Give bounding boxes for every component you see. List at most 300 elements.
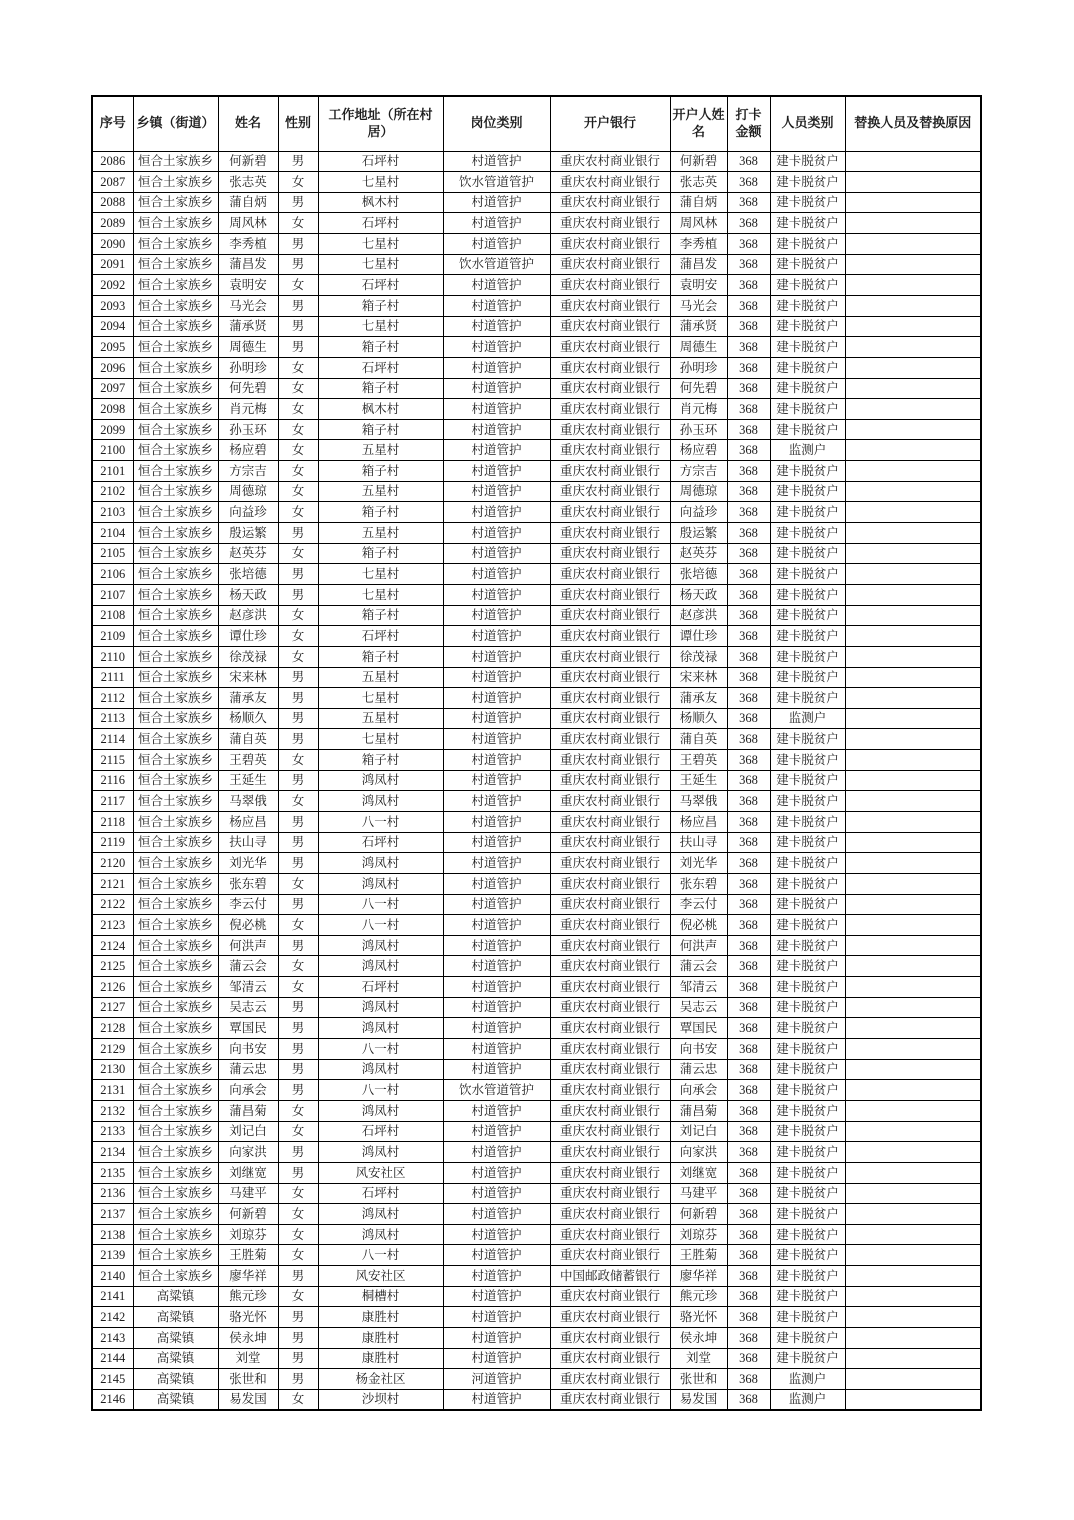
cell-bank: 重庆农村商业银行 xyxy=(550,873,670,894)
cell-village: 鸿凤村 xyxy=(318,1142,443,1163)
cell-category: 建卡脱贫户 xyxy=(770,192,845,213)
cell-village: 康胜村 xyxy=(318,1328,443,1349)
cell-township: 恒合土家族乡 xyxy=(133,894,218,915)
cell-gender: 男 xyxy=(278,688,318,709)
cell-job: 村道管护 xyxy=(443,750,550,771)
cell-gender: 女 xyxy=(278,275,318,296)
cell-bank: 重庆农村商业银行 xyxy=(550,1142,670,1163)
cell-bank: 重庆农村商业银行 xyxy=(550,853,670,874)
cell-amount: 368 xyxy=(727,1100,770,1121)
cell-job: 村道管护 xyxy=(443,481,550,502)
table-row xyxy=(92,956,981,977)
cell-account: 赵彦洪 xyxy=(670,605,727,626)
cell-account: 邹清云 xyxy=(670,977,727,998)
cell-job: 村道管护 xyxy=(443,708,550,729)
cell-gender: 男 xyxy=(278,832,318,853)
cell-serial: 2143 xyxy=(92,1328,133,1349)
cell-name: 向家洪 xyxy=(218,1142,278,1163)
cell-category: 建卡脱贫户 xyxy=(770,151,845,172)
table-row xyxy=(92,316,981,337)
cell-township: 恒合土家族乡 xyxy=(133,770,218,791)
cell-village: 八一村 xyxy=(318,812,443,833)
cell-amount: 368 xyxy=(727,316,770,337)
cell-serial: 2092 xyxy=(92,275,133,296)
cell-serial: 2123 xyxy=(92,915,133,936)
cell-gender: 男 xyxy=(278,1059,318,1080)
cell-bank: 重庆农村商业银行 xyxy=(550,523,670,544)
cell-serial: 2102 xyxy=(92,481,133,502)
cell-name: 刘光华 xyxy=(218,853,278,874)
cell-village: 鸿凤村 xyxy=(318,1059,443,1080)
cell-replace xyxy=(845,770,981,791)
cell-amount: 368 xyxy=(727,213,770,234)
cell-name: 张东碧 xyxy=(218,873,278,894)
cell-amount: 368 xyxy=(727,1328,770,1349)
cell-category: 建卡脱贫户 xyxy=(770,1121,845,1142)
cell-village: 杨金社区 xyxy=(318,1369,443,1390)
cell-amount: 368 xyxy=(727,1121,770,1142)
cell-township: 恒合土家族乡 xyxy=(133,812,218,833)
cell-serial: 2133 xyxy=(92,1121,133,1142)
cell-bank: 重庆农村商业银行 xyxy=(550,1204,670,1225)
cell-job: 村道管护 xyxy=(443,275,550,296)
cell-township: 恒合土家族乡 xyxy=(133,357,218,378)
cell-township: 恒合土家族乡 xyxy=(133,977,218,998)
cell-township: 恒合土家族乡 xyxy=(133,729,218,750)
cell-township: 恒合土家族乡 xyxy=(133,275,218,296)
cell-bank: 重庆农村商业银行 xyxy=(550,915,670,936)
cell-amount: 368 xyxy=(727,894,770,915)
column-header-amount: 打卡金额 xyxy=(727,96,770,151)
cell-amount: 368 xyxy=(727,1286,770,1307)
cell-job: 村道管护 xyxy=(443,997,550,1018)
cell-village: 五星村 xyxy=(318,708,443,729)
cell-gender: 男 xyxy=(278,1039,318,1060)
cell-serial: 2126 xyxy=(92,977,133,998)
cell-account: 杨天政 xyxy=(670,584,727,605)
cell-township: 恒合土家族乡 xyxy=(133,1121,218,1142)
cell-village: 五星村 xyxy=(318,481,443,502)
cell-bank: 重庆农村商业银行 xyxy=(550,461,670,482)
cell-account: 李秀植 xyxy=(670,234,727,255)
cell-gender: 女 xyxy=(278,605,318,626)
cell-name: 马建平 xyxy=(218,1183,278,1204)
cell-township: 恒合土家族乡 xyxy=(133,1080,218,1101)
cell-category: 建卡脱贫户 xyxy=(770,626,845,647)
cell-village: 七星村 xyxy=(318,234,443,255)
table-row xyxy=(92,357,981,378)
cell-category: 建卡脱贫户 xyxy=(770,646,845,667)
cell-village: 七星村 xyxy=(318,584,443,605)
cell-replace xyxy=(845,275,981,296)
cell-township: 恒合土家族乡 xyxy=(133,646,218,667)
table-row xyxy=(92,626,981,647)
cell-job: 村道管护 xyxy=(443,584,550,605)
cell-village: 鸿凤村 xyxy=(318,853,443,874)
cell-name: 向书安 xyxy=(218,1039,278,1060)
cell-amount: 368 xyxy=(727,543,770,564)
cell-account: 覃国民 xyxy=(670,1018,727,1039)
cell-name: 刘继宽 xyxy=(218,1162,278,1183)
cell-category: 建卡脱贫户 xyxy=(770,1018,845,1039)
cell-replace xyxy=(845,1121,981,1142)
cell-village: 鸿凤村 xyxy=(318,1224,443,1245)
cell-replace xyxy=(845,935,981,956)
cell-category: 建卡脱贫户 xyxy=(770,729,845,750)
cell-job: 村道管护 xyxy=(443,234,550,255)
cell-category: 建卡脱贫户 xyxy=(770,605,845,626)
cell-serial: 2141 xyxy=(92,1286,133,1307)
cell-serial: 2120 xyxy=(92,853,133,874)
cell-village: 箱子村 xyxy=(318,646,443,667)
cell-serial: 2146 xyxy=(92,1389,133,1410)
cell-gender: 男 xyxy=(278,337,318,358)
cell-serial: 2094 xyxy=(92,316,133,337)
cell-serial: 2124 xyxy=(92,935,133,956)
cell-gender: 男 xyxy=(278,1328,318,1349)
cell-serial: 2121 xyxy=(92,873,133,894)
cell-job: 村道管护 xyxy=(443,894,550,915)
cell-replace xyxy=(845,502,981,523)
table-row xyxy=(92,378,981,399)
cell-category: 建卡脱贫户 xyxy=(770,688,845,709)
cell-bank: 重庆农村商业银行 xyxy=(550,605,670,626)
cell-amount: 368 xyxy=(727,523,770,544)
cell-name: 杨顺久 xyxy=(218,708,278,729)
cell-name: 蒲昌发 xyxy=(218,254,278,275)
cell-township: 恒合土家族乡 xyxy=(133,1142,218,1163)
cell-amount: 368 xyxy=(727,708,770,729)
cell-category: 建卡脱贫户 xyxy=(770,750,845,771)
cell-amount: 368 xyxy=(727,688,770,709)
cell-replace xyxy=(845,151,981,172)
cell-township: 恒合土家族乡 xyxy=(133,440,218,461)
cell-serial: 2099 xyxy=(92,419,133,440)
cell-bank: 重庆农村商业银行 xyxy=(550,832,670,853)
cell-village: 八一村 xyxy=(318,894,443,915)
cell-gender: 男 xyxy=(278,523,318,544)
cell-job: 村道管护 xyxy=(443,646,550,667)
cell-township: 高粱镇 xyxy=(133,1328,218,1349)
cell-category: 监测户 xyxy=(770,1389,845,1410)
table-row xyxy=(92,1307,981,1328)
cell-gender: 女 xyxy=(278,1183,318,1204)
cell-village: 五星村 xyxy=(318,667,443,688)
cell-name: 李云付 xyxy=(218,894,278,915)
cell-category: 建卡脱贫户 xyxy=(770,481,845,502)
cell-gender: 女 xyxy=(278,440,318,461)
cell-job: 村道管护 xyxy=(443,151,550,172)
cell-amount: 368 xyxy=(727,853,770,874)
cell-name: 何先碧 xyxy=(218,378,278,399)
cell-account: 方宗吉 xyxy=(670,461,727,482)
cell-bank: 重庆农村商业银行 xyxy=(550,234,670,255)
cell-township: 高粱镇 xyxy=(133,1307,218,1328)
cell-gender: 女 xyxy=(278,1245,318,1266)
cell-category: 建卡脱贫户 xyxy=(770,894,845,915)
cell-name: 赵彦洪 xyxy=(218,605,278,626)
cell-name: 熊元珍 xyxy=(218,1286,278,1307)
cell-serial: 2118 xyxy=(92,812,133,833)
cell-name: 蒲云会 xyxy=(218,956,278,977)
cell-account: 张培德 xyxy=(670,564,727,585)
cell-job: 村道管护 xyxy=(443,1162,550,1183)
cell-bank: 重庆农村商业银行 xyxy=(550,419,670,440)
cell-amount: 368 xyxy=(727,626,770,647)
cell-village: 八一村 xyxy=(318,1080,443,1101)
cell-serial: 2117 xyxy=(92,791,133,812)
cell-bank: 重庆农村商业银行 xyxy=(550,151,670,172)
cell-job: 村道管护 xyxy=(443,853,550,874)
cell-name: 侯永坤 xyxy=(218,1328,278,1349)
cell-account: 张世和 xyxy=(670,1369,727,1390)
cell-account: 刘继宽 xyxy=(670,1162,727,1183)
cell-village: 风安社区 xyxy=(318,1162,443,1183)
cell-category: 建卡脱贫户 xyxy=(770,1328,845,1349)
cell-name: 杨应碧 xyxy=(218,440,278,461)
table-row xyxy=(92,192,981,213)
cell-gender: 男 xyxy=(278,564,318,585)
cell-serial: 2142 xyxy=(92,1307,133,1328)
cell-category: 建卡脱贫户 xyxy=(770,1162,845,1183)
table-row xyxy=(92,1080,981,1101)
cell-township: 恒合土家族乡 xyxy=(133,481,218,502)
column-header-gender: 性别 xyxy=(278,96,318,151)
table-row xyxy=(92,1059,981,1080)
cell-amount: 368 xyxy=(727,832,770,853)
cell-serial: 2108 xyxy=(92,605,133,626)
cell-amount: 368 xyxy=(727,1059,770,1080)
cell-village: 七星村 xyxy=(318,729,443,750)
table-row xyxy=(92,1183,981,1204)
table-row xyxy=(92,419,981,440)
cell-account: 刘光华 xyxy=(670,853,727,874)
cell-township: 高粱镇 xyxy=(133,1348,218,1369)
cell-replace xyxy=(845,584,981,605)
cell-serial: 2129 xyxy=(92,1039,133,1060)
cell-amount: 368 xyxy=(727,461,770,482)
cell-bank: 重庆农村商业银行 xyxy=(550,1348,670,1369)
cell-bank: 重庆农村商业银行 xyxy=(550,935,670,956)
cell-replace xyxy=(845,708,981,729)
cell-job: 村道管护 xyxy=(443,977,550,998)
cell-category: 建卡脱贫户 xyxy=(770,461,845,482)
cell-replace xyxy=(845,853,981,874)
cell-township: 恒合土家族乡 xyxy=(133,523,218,544)
cell-category: 建卡脱贫户 xyxy=(770,853,845,874)
column-header-job: 岗位类别 xyxy=(443,96,550,151)
table-row xyxy=(92,667,981,688)
cell-bank: 重庆农村商业银行 xyxy=(550,1183,670,1204)
cell-amount: 368 xyxy=(727,1162,770,1183)
cell-bank: 重庆农村商业银行 xyxy=(550,1389,670,1410)
cell-job: 村道管护 xyxy=(443,667,550,688)
table-row xyxy=(92,646,981,667)
roster-table xyxy=(91,95,982,1411)
cell-serial: 2100 xyxy=(92,440,133,461)
cell-village: 八一村 xyxy=(318,1039,443,1060)
table-row xyxy=(92,543,981,564)
cell-amount: 368 xyxy=(727,646,770,667)
cell-township: 恒合土家族乡 xyxy=(133,234,218,255)
cell-category: 建卡脱贫户 xyxy=(770,1059,845,1080)
cell-category: 建卡脱贫户 xyxy=(770,935,845,956)
cell-gender: 男 xyxy=(278,1369,318,1390)
cell-village: 枫木村 xyxy=(318,399,443,420)
cell-job: 村道管护 xyxy=(443,832,550,853)
cell-name: 吴志云 xyxy=(218,997,278,1018)
cell-bank: 重庆农村商业银行 xyxy=(550,440,670,461)
cell-account: 杨顺久 xyxy=(670,708,727,729)
cell-account: 向益珍 xyxy=(670,502,727,523)
cell-bank: 重庆农村商业银行 xyxy=(550,646,670,667)
table-row xyxy=(92,399,981,420)
cell-serial: 2104 xyxy=(92,523,133,544)
cell-amount: 368 xyxy=(727,1389,770,1410)
table-row xyxy=(92,151,981,172)
cell-village: 鸿凤村 xyxy=(318,997,443,1018)
cell-job: 村道管护 xyxy=(443,935,550,956)
cell-job: 村道管护 xyxy=(443,213,550,234)
table-row xyxy=(92,832,981,853)
cell-amount: 368 xyxy=(727,234,770,255)
cell-job: 村道管护 xyxy=(443,812,550,833)
cell-name: 何新碧 xyxy=(218,151,278,172)
cell-account: 扶山寻 xyxy=(670,832,727,853)
cell-account: 孙玉环 xyxy=(670,419,727,440)
cell-replace xyxy=(845,461,981,482)
cell-serial: 2097 xyxy=(92,378,133,399)
cell-serial: 2125 xyxy=(92,956,133,977)
cell-bank: 重庆农村商业银行 xyxy=(550,213,670,234)
cell-job: 村道管护 xyxy=(443,378,550,399)
cell-job: 村道管护 xyxy=(443,1142,550,1163)
cell-gender: 男 xyxy=(278,316,318,337)
cell-bank: 重庆农村商业银行 xyxy=(550,1307,670,1328)
cell-account: 蒲自英 xyxy=(670,729,727,750)
cell-township: 恒合土家族乡 xyxy=(133,708,218,729)
cell-amount: 368 xyxy=(727,667,770,688)
cell-village: 石坪村 xyxy=(318,1121,443,1142)
cell-replace xyxy=(845,399,981,420)
cell-bank: 重庆农村商业银行 xyxy=(550,894,670,915)
cell-serial: 2089 xyxy=(92,213,133,234)
cell-category: 建卡脱贫户 xyxy=(770,419,845,440)
cell-gender: 女 xyxy=(278,1121,318,1142)
cell-replace xyxy=(845,523,981,544)
cell-replace xyxy=(845,1080,981,1101)
cell-gender: 女 xyxy=(278,750,318,771)
cell-category: 监测户 xyxy=(770,1369,845,1390)
cell-category: 监测户 xyxy=(770,440,845,461)
cell-bank: 重庆农村商业银行 xyxy=(550,1080,670,1101)
table-row xyxy=(92,523,981,544)
cell-township: 恒合土家族乡 xyxy=(133,192,218,213)
cell-job: 村道管护 xyxy=(443,1245,550,1266)
cell-amount: 368 xyxy=(727,151,770,172)
cell-village: 鸿凤村 xyxy=(318,1018,443,1039)
table-row xyxy=(92,915,981,936)
cell-township: 恒合土家族乡 xyxy=(133,337,218,358)
cell-account: 骆光怀 xyxy=(670,1307,727,1328)
table-row xyxy=(92,502,981,523)
cell-category: 建卡脱贫户 xyxy=(770,564,845,585)
cell-name: 扶山寻 xyxy=(218,832,278,853)
cell-village: 沙坝村 xyxy=(318,1389,443,1410)
cell-category: 监测户 xyxy=(770,708,845,729)
cell-village: 鸿凤村 xyxy=(318,935,443,956)
cell-village: 桐槽村 xyxy=(318,1286,443,1307)
cell-township: 恒合土家族乡 xyxy=(133,626,218,647)
cell-job: 村道管护 xyxy=(443,295,550,316)
cell-amount: 368 xyxy=(727,605,770,626)
cell-job: 村道管护 xyxy=(443,873,550,894)
cell-category: 建卡脱贫户 xyxy=(770,977,845,998)
cell-replace xyxy=(845,1183,981,1204)
cell-gender: 女 xyxy=(278,646,318,667)
cell-township: 高粱镇 xyxy=(133,1369,218,1390)
table-row xyxy=(92,1266,981,1287)
cell-category: 建卡脱贫户 xyxy=(770,399,845,420)
cell-replace xyxy=(845,1142,981,1163)
cell-name: 周风林 xyxy=(218,213,278,234)
cell-township: 恒合土家族乡 xyxy=(133,853,218,874)
cell-serial: 2144 xyxy=(92,1348,133,1369)
cell-serial: 2109 xyxy=(92,626,133,647)
table-row xyxy=(92,337,981,358)
cell-replace xyxy=(845,997,981,1018)
cell-name: 殷运繁 xyxy=(218,523,278,544)
cell-amount: 368 xyxy=(727,295,770,316)
cell-category: 建卡脱贫户 xyxy=(770,502,845,523)
cell-account: 何先碧 xyxy=(670,378,727,399)
cell-job: 村道管护 xyxy=(443,626,550,647)
cell-gender: 男 xyxy=(278,935,318,956)
table-row xyxy=(92,873,981,894)
cell-bank: 重庆农村商业银行 xyxy=(550,1039,670,1060)
cell-account: 何新碧 xyxy=(670,1204,727,1225)
cell-name: 王胜菊 xyxy=(218,1245,278,1266)
cell-name: 覃国民 xyxy=(218,1018,278,1039)
cell-bank: 重庆农村商业银行 xyxy=(550,770,670,791)
cell-name: 马光会 xyxy=(218,295,278,316)
cell-bank: 重庆农村商业银行 xyxy=(550,812,670,833)
cell-account: 杨应昌 xyxy=(670,812,727,833)
cell-category: 建卡脱贫户 xyxy=(770,337,845,358)
cell-replace xyxy=(845,1389,981,1410)
cell-township: 恒合土家族乡 xyxy=(133,543,218,564)
cell-gender: 男 xyxy=(278,254,318,275)
cell-name: 何洪声 xyxy=(218,935,278,956)
cell-job: 村道管护 xyxy=(443,1059,550,1080)
cell-account: 刘琼芬 xyxy=(670,1224,727,1245)
cell-gender: 男 xyxy=(278,151,318,172)
cell-name: 刘琼芬 xyxy=(218,1224,278,1245)
cell-gender: 男 xyxy=(278,192,318,213)
cell-village: 八一村 xyxy=(318,1245,443,1266)
table-row xyxy=(92,1039,981,1060)
cell-gender: 女 xyxy=(278,481,318,502)
table-row xyxy=(92,935,981,956)
cell-job: 村道管护 xyxy=(443,1389,550,1410)
cell-serial: 2090 xyxy=(92,234,133,255)
cell-village: 箱子村 xyxy=(318,337,443,358)
cell-village: 七星村 xyxy=(318,172,443,193)
table-row xyxy=(92,1286,981,1307)
cell-amount: 368 xyxy=(727,357,770,378)
cell-account: 蒲承贤 xyxy=(670,316,727,337)
cell-township: 恒合土家族乡 xyxy=(133,832,218,853)
